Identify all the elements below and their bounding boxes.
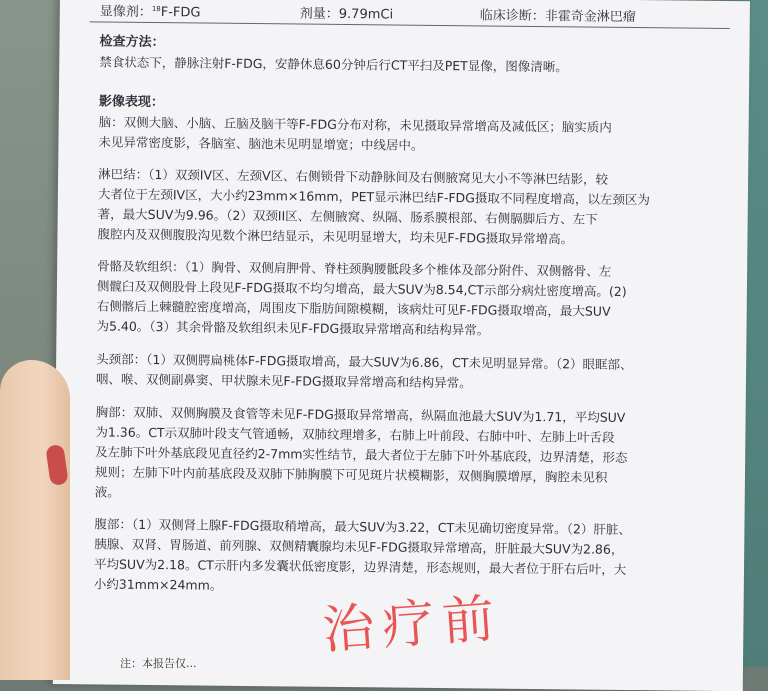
- chest-line: 胸部：双肺、双侧胸膜及食管等未见F-FDG摄取异常增高，纵隔血池最大SUV为1.71，平均SUV: [95, 404, 626, 425]
- chest-line: 为1.36。CT示双肺叶段支气管通畅，双肺纹理增多，右肺上叶前段、右肺中叶、左肺上叶舌段: [95, 424, 615, 445]
- findings-section: [98, 92, 612, 157]
- tracer-value: F-FDG: [160, 5, 201, 21]
- hand-holding-page: [0, 360, 70, 680]
- bone-line: 为5.40。（3）其余骨骼及软组织未见F-FDG摄取异常增高和结构异常。: [96, 318, 490, 338]
- abdomen-line: 腹部：（1）双侧肾上腺F-FDG摄取稍增高，最大SUV为3.22，CT未见确切密度异常。（2）肝脏、: [94, 516, 631, 538]
- diagnosis-label: 临床诊断：: [479, 8, 545, 25]
- bone-line: 骨骼及软组织：（1）胸骨、双侧肩胛骨、脊柱颈胸腰骶段多个椎体及部分附件、双侧髂骨、左: [97, 258, 612, 279]
- lymph-line: 淋巴结：（1）双颈IV区、左颈V区、右侧锁骨下动静脉间及右侧腋窝见大小不等淋巴结影，较: [98, 166, 609, 187]
- head-neck-line: 头颈部：（1）双侧腭扁桃体F-FDG摄取增高，最大SUV为6.86，CT未见明显异常。（2）眼眶部、: [96, 351, 633, 373]
- chest-line: 规则；左肺下叶内前基底段及双肺下肺胸膜下可见斑片状模糊影，双侧胸膜增厚，胸腔未见积: [94, 464, 608, 485]
- lymph-line: 大者位于左颈IV区，大小约23mm×16mm，PET显示淋巴结F-FDG摄取不同程度增高，以左颈区为: [97, 186, 650, 208]
- diagnosis-value: 非霍奇金淋巴瘤: [544, 9, 636, 26]
- dose-value: 9.79mCi: [338, 6, 394, 23]
- head-neck-line: 咽、喉、双侧副鼻窦、甲状腺未见F-FDG摄取异常增高和结构异常。: [95, 371, 472, 391]
- chest-line: 及左肺下叶外基底段见直径约2-7mm实性结节，最大者位于左肺下叶外基底段，边界清楚，形态: [95, 444, 628, 465]
- method-section: [99, 32, 568, 77]
- findings-title: 影像表现：: [98, 94, 164, 111]
- lymph-section: [97, 164, 650, 250]
- lymph-line: 腹腔内及双侧腹股沟见数个淋巴结显示，未见明显增大，均未见F-FDG摄取异常增高。: [97, 226, 574, 247]
- bone-line: 右侧髂后上棘髓腔密度增高，周围皮下脂肪间隙模糊，该病灶可见F-FDG摄取增高，最大SUV: [96, 298, 611, 319]
- dose-field: [300, 3, 394, 23]
- head-neck-section: [96, 349, 633, 395]
- brain-line: 脑：双侧大脑、小脑、丘脑及脑干等F-FDG分布对称，未见摄取异常增高及减低区；脑实质内: [98, 114, 612, 135]
- dose-label: 剂量：: [299, 6, 339, 22]
- abdomen-line: 平均SUV为2.18。CT示肝内多发囊状低密度影，边界清楚，形态规则，最大者位于肝右后叶，大: [93, 556, 627, 577]
- diagnosis-field: [480, 4, 636, 25]
- method-text: 禁食状态下，静脉注射F-FDG，安静休息60分钟后行CT平扫及PET显像，图像清晰。: [99, 54, 568, 75]
- handwritten-annotation: 治疗前: [320, 588, 505, 662]
- method-title: 检查方法：: [99, 34, 165, 51]
- chest-section: [95, 402, 628, 508]
- chest-line: 液。: [94, 484, 120, 500]
- tracer-field: 显像剂：$^{18}$F-FDG: [99, 4, 201, 21]
- abdomen-line: 小约31mm×24mm。: [93, 576, 223, 593]
- abdomen-line: 胰腺、双肾、胃肠道、前列腺、双侧精囊腺均未见F-FDG摄取异常增高，肝脏最大SUV为2.86，: [94, 536, 624, 557]
- bone-section: [96, 256, 627, 342]
- footer-note: 注：本报告仅...: [120, 657, 197, 670]
- lymph-line: 著，最大SUV为9.96。（2）双颈II区、左侧腋窝、纵隔、肠系膜根部、右侧膈脚后方、左下: [97, 206, 598, 227]
- tracer-label: 显像剂：: [99, 4, 152, 20]
- report-content: [93, 4, 730, 593]
- brain-line: 未见异常密度影，各脑室、脑池未见明显增宽；中线居中。: [98, 134, 424, 153]
- bone-line: 侧髋臼及双侧股骨上段见F-FDG摄取不均匀增高，最大SUV为8.54,CT示部分病灶密度增高。(2): [96, 278, 627, 299]
